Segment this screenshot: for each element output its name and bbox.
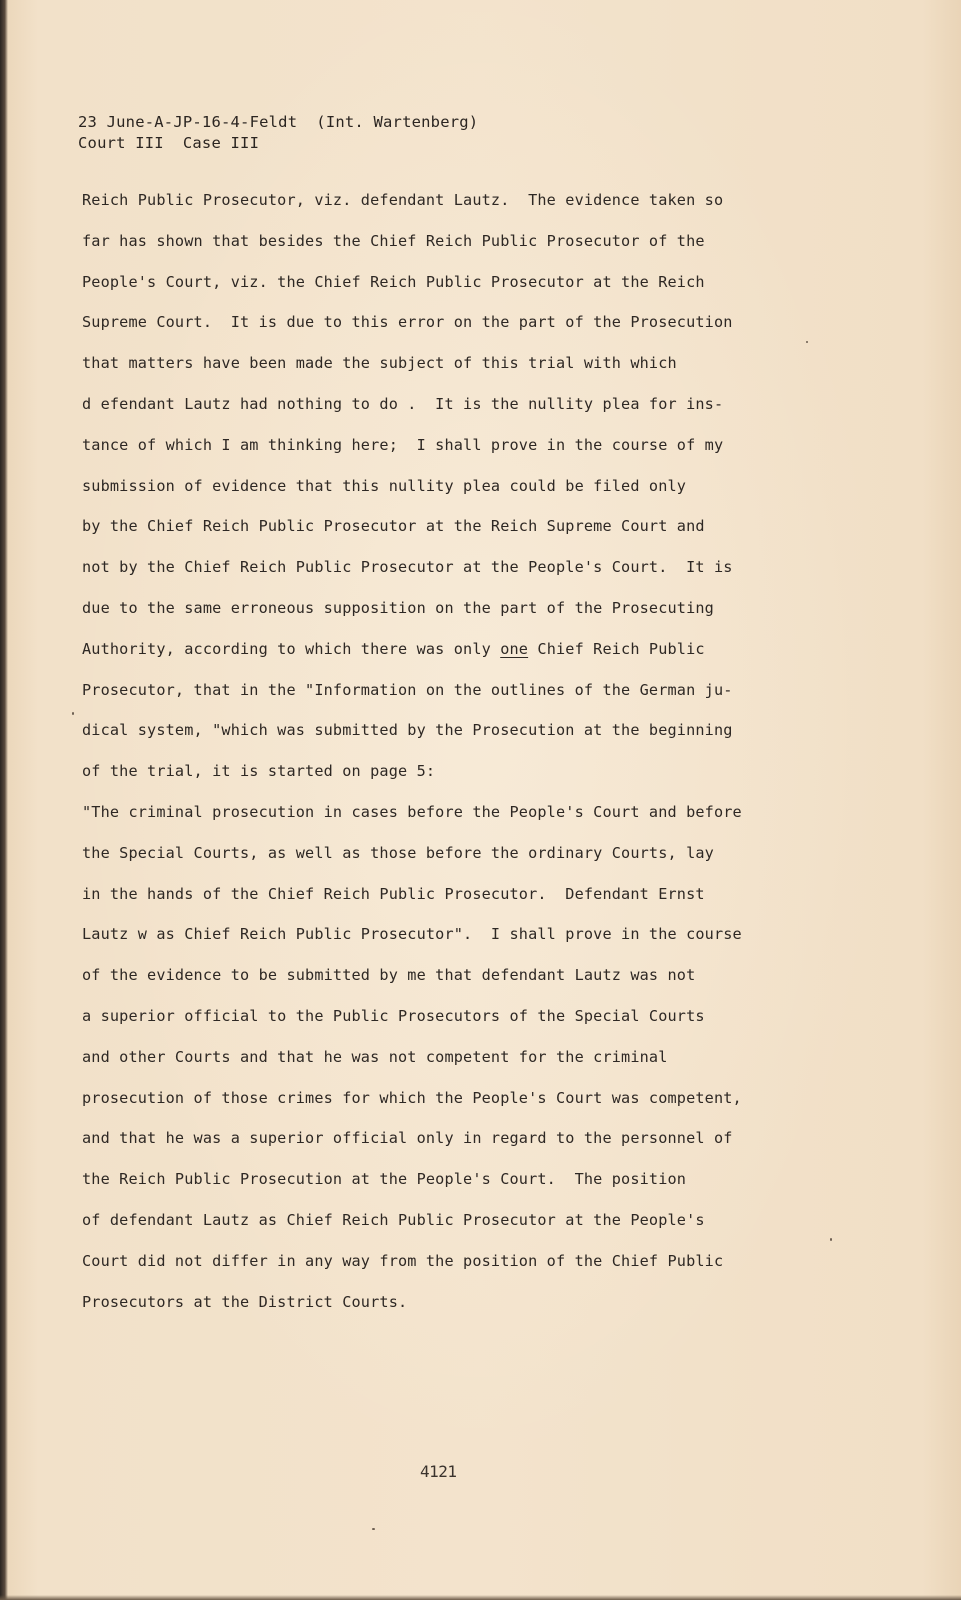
paper-speck <box>830 1238 832 1241</box>
text-line: submission of evidence that this nullity plea could be filed only <box>82 476 687 495</box>
text-line: the Special Courts, as well as those before the ordinary Courts, lay <box>82 843 714 862</box>
text-line: Court did not differ in any way from the position of the Chief Public <box>82 1251 724 1270</box>
text-segment: Chief Reich Public <box>528 639 705 658</box>
text-line: of the evidence to be submitted by me that defendant Lautz was not <box>82 966 696 985</box>
text-line: that matters have been made the subject of this trial with which <box>82 354 677 373</box>
text-line: Lautz w as Chief Reich Public Prosecutor". I shall prove in the course <box>82 925 742 944</box>
text-line: "The criminal prosecution in cases before the People's Court and before <box>82 802 742 821</box>
transcript-body <box>82 188 822 1330</box>
underlined-word: one <box>500 639 529 658</box>
text-line: Reich Public Prosecutor, viz. defendant Lautz. The evidence taken so <box>82 191 724 209</box>
text-line: Supreme Court. It is due to this error on the part of the Prosecution <box>82 313 733 332</box>
text-line: People's Court, viz. the Chief Reich Public Prosecutor at the Reich <box>82 272 705 291</box>
text-line: not by the Chief Reich Public Prosecutor at the People's Court. It is <box>82 558 733 577</box>
text-line: Prosecutor, that in the "Information on the outlines of the German ju- <box>82 680 733 699</box>
paper-speck <box>72 712 74 715</box>
text-line: the Reich Public Prosecution at the People's Court. The position <box>82 1170 687 1189</box>
header-line-2: Court III Case III <box>78 134 260 152</box>
text-line: dical system, "which was submitted by the Prosecution at the beginning <box>82 721 733 740</box>
text-line: of the trial, it is started on page 5: <box>82 762 436 781</box>
text-line: Prosecutors at the District Courts. <box>82 1292 408 1311</box>
page-bottom-edge <box>0 1595 961 1600</box>
page-number: 4121 <box>420 1462 457 1481</box>
paper-speck <box>806 341 808 343</box>
text-line: a superior official to the Public Prosecutors of the Special Courts <box>82 1006 705 1025</box>
text-line: and that he was a superior official only in regard to the personnel of <box>82 1129 733 1148</box>
document-header <box>78 112 478 154</box>
text-line: far has shown that besides the Chief Reich Public Prosecutor of the <box>82 231 705 250</box>
header-line-1: 23 June-A-JP-16-4-Feldt (Int. Wartenberg) <box>78 113 479 131</box>
text-line: prosecution of those crimes for which the People's Court was competent, <box>82 1088 742 1107</box>
binding-shadow <box>0 0 8 1600</box>
text-line: of defendant Lautz as Chief Reich Public Prosecutor at the People's <box>82 1210 705 1229</box>
paper-speck <box>372 1528 375 1530</box>
text-line: by the Chief Reich Public Prosecutor at the Reich Supreme Court and <box>82 517 705 536</box>
text-line: and other Courts and that he was not competent for the criminal <box>82 1047 668 1066</box>
text-line: tance of which I am thinking here; I shall prove in the course of my <box>82 435 724 454</box>
text-line: in the hands of the Chief Reich Public Prosecutor. Defendant Ernst <box>82 884 705 903</box>
text-line: d efendant Lautz had nothing to do . It is the nullity plea for ins- <box>82 394 724 413</box>
text-segment: Authority, according to which there was only <box>82 639 501 658</box>
text-line-with-underline <box>82 637 822 678</box>
text-line: due to the same erroneous supposition on the part of the Prosecuting <box>82 598 714 617</box>
